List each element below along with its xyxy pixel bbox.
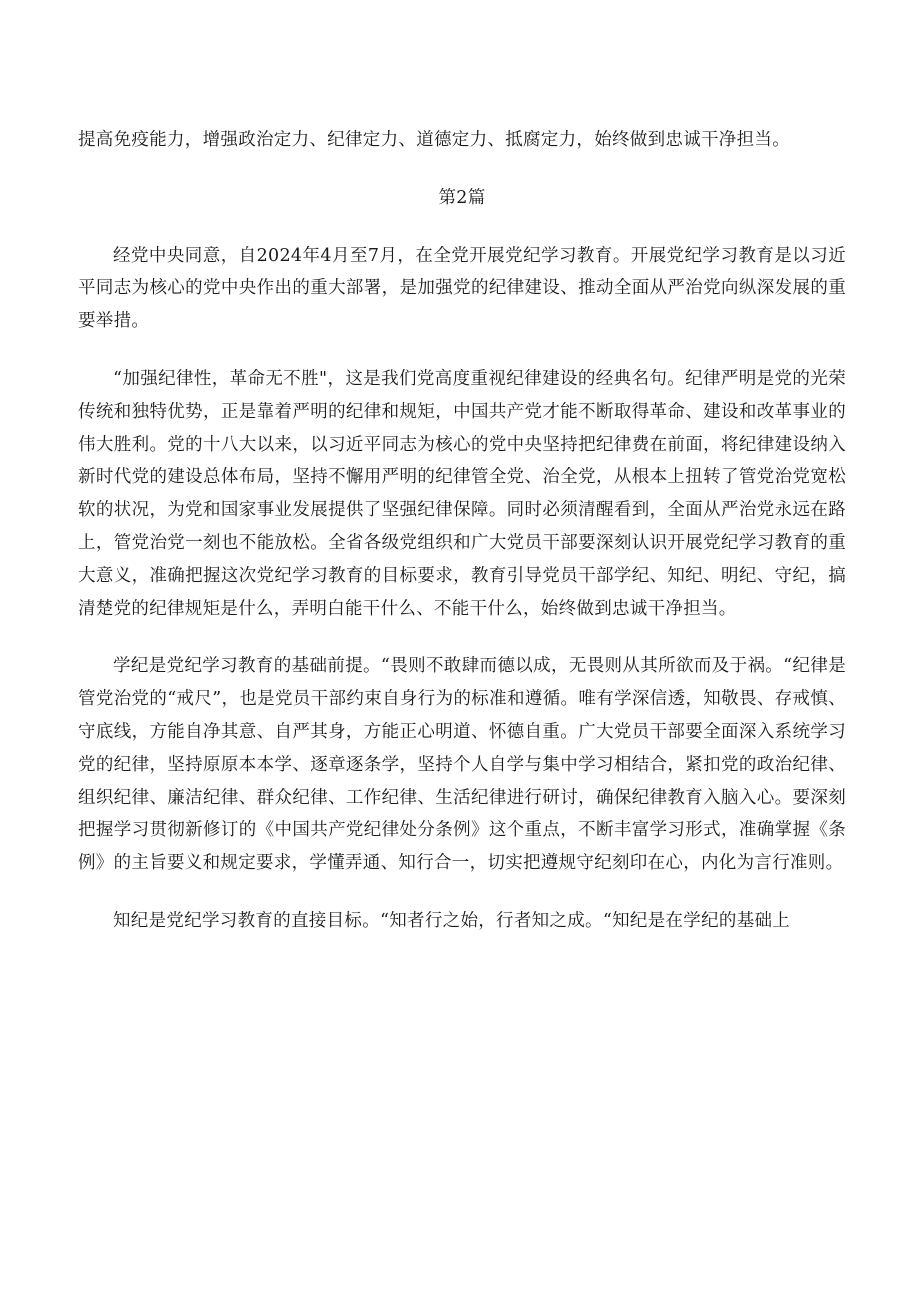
continuation-paragraph: 提高免疫能力，增强政治定力、纪律定力、道德定力、抵腐定力，始终做到忠诚干净担当。 — [78, 130, 790, 150]
body-paragraph: 学纪是党纪学习教育的基础前提。“畏则不敢肆而德以成，无畏则从其所欲而及于祸。“纪律是管党治党的“戒尺”，也是党员干部约束自身行为的标准和遵循。唯有学深信透，知敬畏、存戒慎、守底线，方能自净其意、自严其身，方能正心明道、怀德自重。广大党员干部要全面深入系统学习党的纪律，坚持原原本本学、逐章逐条学，坚持个人自学与集中学习相结合，紧扣党的政治纪律、组织纪律、廉洁纪律、群众纪律、工作纪律、生活纪律进行研讨，确保纪律教育入脑入心。要深刻把握学习贯彻新修订的《中国共产党纪律处分条例》这个重点，不断丰富学习形式，准确掌握《条例》的主旨要义和规定要求，学懂弄通、知行合一，切实把遵规守纪刻印在心，内化为言行准则。 — [78, 656, 846, 874]
body-paragraph: 知纪是党纪学习教育的直接目标。“知者行之始，行者知之成。“知纪是在学纪的基础上 — [113, 910, 791, 931]
section-title: 第2篇 — [438, 187, 486, 208]
body-paragraph: “加强纪律性，革命无不胜"，这是我们党高度重视纪律建设的经典名句。纪律严明是党的光荣传统和独特优势，正是靠着严明的纪律和规矩，中国共产党才能不断取得革命、建设和改革事业的伟大胜利。党的十八大以来，以习近平同志为核心的党中央坚持把纪律费在前面，将纪律建设纳入新时代党的建设总体布局，坚持不懈用严明的纪律管全党、治全党，从根本上扭转了管党治党宽松软的状况，为党和国家事业发展提供了坚强纪律保障。同时必须清醒看到，全面从严治党永远在路上，管党治党一刻也不能放松。全省各级党组织和广大党员干部要深刻认识开展党纪学习教育的重大意义，准确把握这次党纪学习教育的目标要求，教育引导党员干部学纪、知纪、明纪、守纪，搞清楚党的纪律规矩是什么，弄明白能干什么、不能干什么，始终做到忠诚干净担当。 — [78, 368, 846, 619]
document-page — [78, 124, 846, 938]
body-paragraph: 经党中央同意，自2024年4月至7月，在全党开展党纪学习教育。开展党纪学习教育是以习近平同志为核心的党中央作出的重大部署，是加强党的纪律建设、推动全面从严治党向纵深发展的重要举措。 — [78, 245, 846, 332]
